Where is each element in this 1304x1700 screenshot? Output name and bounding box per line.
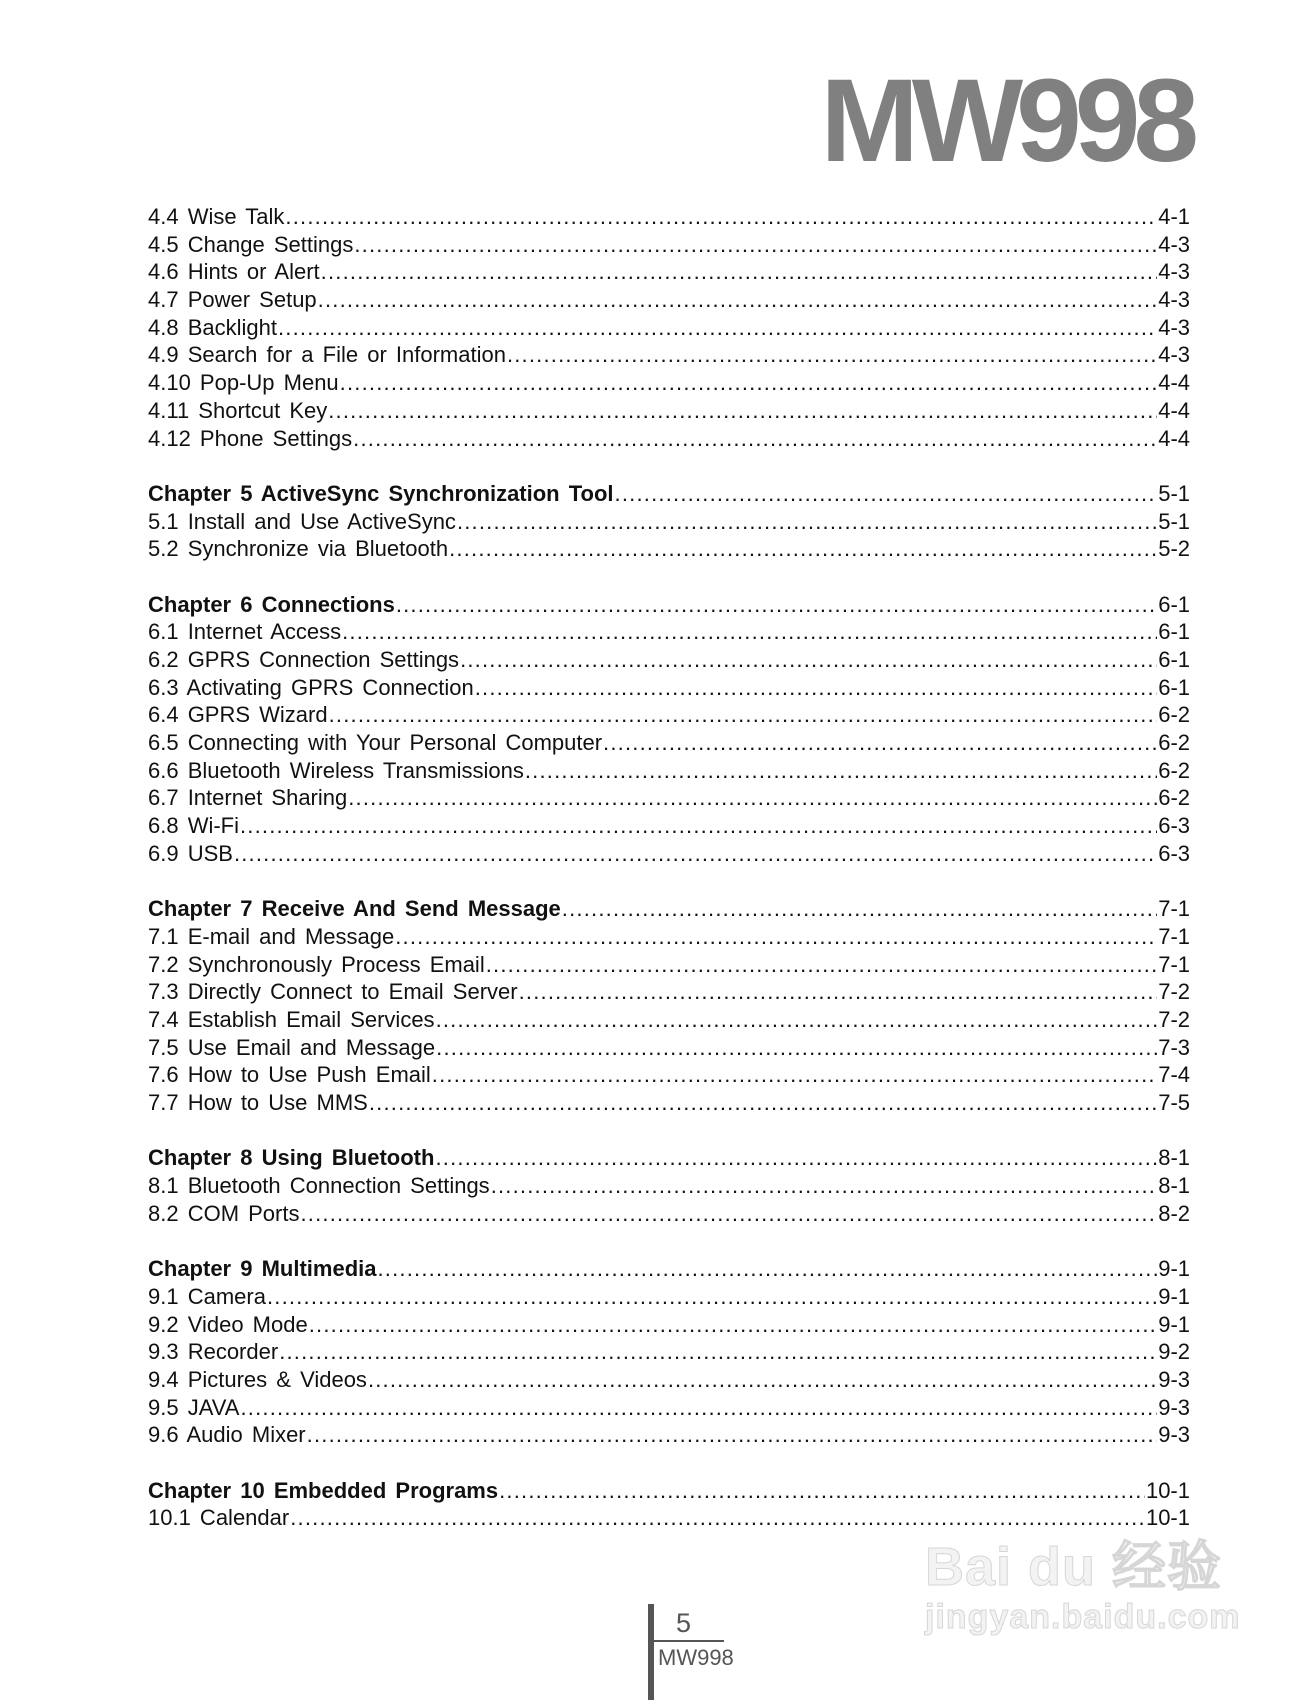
toc-entry-page: 5-1 — [1158, 508, 1190, 534]
toc-entry-page: 4-3 — [1158, 342, 1190, 368]
toc-section-entry[interactable] — [148, 1061, 1190, 1089]
toc-entry-page: 9-1 — [1158, 1283, 1190, 1309]
toc-entry-title: 9.5 JAVA — [148, 1394, 240, 1420]
toc-entry-title: 4.9 Search for a File or Information — [148, 342, 506, 368]
baidu-watermark — [925, 1537, 1241, 1636]
dot-leader — [432, 1061, 1157, 1089]
toc-entry-page: 5-2 — [1158, 536, 1190, 562]
dot-leader — [240, 812, 1157, 840]
toc-entry-page: 7-1 — [1158, 951, 1190, 977]
toc-entry-page: 6-1 — [1158, 591, 1190, 617]
toc-section-entry[interactable] — [148, 397, 1190, 425]
toc-entry-page: 6-3 — [1158, 813, 1190, 839]
toc-entry-title: 4.11 Shortcut Key — [148, 397, 328, 423]
toc-entry-title: Chapter 8 Using Bluetooth — [148, 1145, 435, 1171]
toc-entry-page: 4-3 — [1158, 231, 1190, 257]
toc-entry-title: 7.6 How to Use Push Email — [148, 1062, 431, 1088]
dot-leader — [290, 1504, 1145, 1532]
toc-entry-page: 4-3 — [1158, 287, 1190, 313]
toc-entry-page: 10-1 — [1145, 1477, 1190, 1503]
toc-section-entry[interactable] — [148, 1338, 1190, 1366]
toc-entry-title: 4.4 Wise Talk — [148, 204, 285, 229]
dot-leader — [278, 314, 1157, 342]
dot-leader — [328, 397, 1157, 425]
toc-chapter-entry[interactable] — [148, 895, 1190, 923]
toc-entry-title: 8.1 Bluetooth Connection Settings — [148, 1173, 490, 1199]
toc-entry-title: 9.3 Recorder — [148, 1339, 279, 1365]
toc-entry-page: 6-2 — [1158, 757, 1190, 783]
section-spacer — [148, 563, 1190, 591]
toc-entry-title: 4.6 Hints or Alert — [148, 259, 320, 285]
toc-chapter-entry[interactable] — [148, 1255, 1190, 1283]
footer-vertical-bar — [648, 1604, 654, 1700]
dot-leader — [519, 978, 1158, 1006]
toc-entry-title: 8.2 COM Ports — [148, 1200, 300, 1226]
toc-entry-title: 6.8 Wi-Fi — [148, 813, 239, 839]
dot-leader — [240, 1394, 1157, 1422]
dot-leader — [348, 784, 1157, 812]
toc-section-entry[interactable] — [148, 1200, 1190, 1228]
dot-leader — [279, 1338, 1157, 1366]
toc-entry-title: Chapter 6 Connections — [148, 591, 395, 617]
toc-entry-title: 6.1 Internet Access — [148, 619, 342, 645]
dot-leader — [377, 1255, 1157, 1283]
toc-entry-page: 6-1 — [1158, 674, 1190, 700]
dot-leader — [615, 480, 1158, 508]
dot-leader — [507, 341, 1157, 369]
toc-section-entry[interactable] — [148, 1283, 1190, 1311]
dot-leader — [307, 1421, 1158, 1449]
toc-section-entry[interactable] — [148, 618, 1190, 646]
dot-leader — [396, 591, 1157, 619]
dot-leader — [475, 674, 1157, 702]
toc-entry-title: 6.9 USB — [148, 840, 233, 866]
toc-entry-page: 8-1 — [1158, 1173, 1190, 1199]
toc-section-entry[interactable] — [148, 951, 1190, 979]
toc-section-entry[interactable] — [148, 314, 1190, 342]
toc-entry-title: 4.12 Phone Settings — [148, 425, 353, 451]
toc-entry-page: 4-4 — [1158, 370, 1190, 396]
toc-entry-title: 10.1 Calendar — [148, 1505, 290, 1531]
dot-leader — [354, 231, 1157, 259]
toc-entry-title: 4.5 Change Settings — [148, 231, 354, 257]
dot-leader — [353, 425, 1157, 453]
toc-section-entry[interactable] — [148, 1034, 1190, 1062]
dot-leader — [436, 1006, 1158, 1034]
dot-leader — [300, 1200, 1157, 1228]
dot-leader — [499, 1477, 1145, 1505]
toc-entry-title: 7.3 Directly Connect to Email Server — [148, 979, 518, 1005]
dot-leader — [309, 1311, 1157, 1339]
toc-section-entry[interactable] — [148, 701, 1190, 729]
toc-entry-page: 4-4 — [1158, 397, 1190, 423]
baidu-jingyan-logo-icon: Bai du 经验 — [925, 1537, 1223, 1597]
toc-entry-page: 7-5 — [1158, 1090, 1190, 1115]
toc-entry-title: 7.7 How to Use MMS — [148, 1090, 368, 1115]
toc-entry-title: 6.2 GPRS Connection Settings — [148, 647, 460, 672]
toc-entry-title: 9.2 Video Mode — [148, 1311, 308, 1337]
toc-section-entry[interactable] — [148, 784, 1190, 812]
toc-section-entry[interactable] — [148, 646, 1190, 674]
toc-section-entry[interactable] — [148, 258, 1190, 286]
toc-entry-page: 7-1 — [1158, 923, 1190, 949]
toc-chapter-entry[interactable] — [148, 1477, 1190, 1505]
toc-entry-page: 9-3 — [1158, 1422, 1190, 1448]
footer-model-name: MW998 — [658, 1645, 734, 1670]
toc-section-entry[interactable] — [148, 341, 1190, 369]
toc-entry-page: 4-4 — [1158, 425, 1190, 451]
toc-chapter-entry[interactable] — [148, 1144, 1190, 1172]
toc-section-entry[interactable] — [148, 1394, 1190, 1422]
toc-entry-page: 6-2 — [1158, 702, 1190, 728]
toc-entry-title: 6.3 Activating GPRS Connection — [148, 674, 474, 700]
dot-leader — [342, 618, 1157, 646]
document-title: MW998 — [820, 55, 1192, 187]
toc-entry-title: 4.8 Backlight — [148, 314, 277, 340]
toc-entry-title: 5.2 Synchronize via Bluetooth — [148, 536, 449, 562]
toc-entry-page: 10-1 — [1145, 1505, 1190, 1531]
toc-section-entry[interactable] — [148, 1311, 1190, 1339]
toc-entry-page: 6-1 — [1158, 619, 1190, 645]
toc-section-entry[interactable] — [148, 286, 1190, 314]
toc-entry-title: 7.4 Establish Email Services — [148, 1006, 435, 1032]
toc-chapter-entry[interactable] — [148, 480, 1190, 508]
dot-leader — [321, 258, 1158, 286]
toc-entry-page: 6-2 — [1158, 730, 1190, 756]
toc-section-entry[interactable] — [148, 1366, 1190, 1394]
toc-section-entry[interactable] — [148, 535, 1190, 563]
toc-entry-page: 7-4 — [1158, 1062, 1190, 1088]
dot-leader — [603, 729, 1157, 757]
toc-entry-page: 6-2 — [1158, 785, 1190, 811]
table-of-contents — [148, 203, 1190, 1532]
toc-section-entry[interactable] — [148, 812, 1190, 840]
toc-entry-title: Chapter 7 Receive And Send Message — [148, 896, 561, 922]
dot-leader — [436, 1034, 1157, 1062]
dot-leader — [525, 757, 1157, 785]
watermark-url: jingyan.baidu.com — [925, 1598, 1241, 1636]
dot-leader — [318, 286, 1158, 314]
toc-entry-title: Chapter 9 Multimedia — [148, 1256, 377, 1282]
dot-leader — [369, 1089, 1157, 1117]
toc-chapter-entry[interactable] — [148, 591, 1190, 619]
toc-section-entry[interactable] — [148, 231, 1190, 259]
toc-entry-page: 6-1 — [1158, 647, 1190, 672]
dot-leader — [457, 508, 1157, 536]
dot-leader — [395, 923, 1157, 951]
footer-page-number: 5 — [676, 1608, 692, 1638]
toc-entry-title: 6.4 GPRS Wizard — [148, 702, 328, 728]
toc-entry-title: 6.6 Bluetooth Wireless Transmissions — [148, 757, 524, 783]
dot-leader — [435, 1144, 1157, 1172]
toc-section-entry[interactable] — [148, 757, 1190, 785]
toc-section-entry[interactable] — [148, 729, 1190, 757]
toc-entry-page: 9-3 — [1158, 1394, 1190, 1420]
toc-entry-title: 7.1 E-mail and Message — [148, 923, 395, 949]
toc-section-entry[interactable] — [148, 203, 1190, 231]
footer-divider — [652, 1640, 724, 1642]
toc-entry-page: 4-3 — [1158, 314, 1190, 340]
toc-entry-page: 7-3 — [1158, 1034, 1190, 1060]
toc-entry-page: 9-2 — [1158, 1339, 1190, 1365]
toc-section-entry[interactable] — [148, 1504, 1190, 1532]
toc-entry-title: 5.1 Install and Use ActiveSync — [148, 508, 456, 534]
toc-entry-page: 4-3 — [1158, 259, 1190, 285]
toc-entry-page: 6-3 — [1158, 840, 1190, 866]
toc-entry-title: 4.10 Pop-Up Menu — [148, 370, 339, 396]
toc-section-entry[interactable] — [148, 1172, 1190, 1200]
toc-entry-title: 9.4 Pictures & Videos — [148, 1366, 367, 1392]
section-spacer — [148, 1227, 1190, 1255]
toc-entry-title: 4.7 Power Setup — [148, 287, 317, 313]
toc-entry-title: 7.5 Use Email and Message — [148, 1034, 436, 1060]
toc-entry-page: 8-1 — [1158, 1145, 1190, 1171]
toc-entry-page: 9-3 — [1158, 1366, 1190, 1392]
toc-entry-page: 5-1 — [1158, 480, 1190, 506]
toc-entry-title: 9.6 Audio Mixer — [148, 1422, 306, 1448]
dot-leader — [449, 535, 1157, 563]
dot-leader — [486, 951, 1158, 979]
section-spacer — [148, 1117, 1190, 1145]
dot-leader — [234, 840, 1157, 868]
section-spacer — [148, 868, 1190, 896]
dot-leader — [460, 646, 1157, 674]
toc-entry-title: 7.2 Synchronously Process Email — [148, 951, 485, 977]
section-spacer — [148, 1449, 1190, 1477]
toc-entry-page: 7-2 — [1158, 979, 1190, 1005]
dot-leader — [329, 701, 1158, 729]
dot-leader — [368, 1366, 1157, 1394]
toc-section-entry[interactable] — [148, 425, 1190, 453]
toc-section-entry[interactable] — [148, 840, 1190, 868]
toc-section-entry[interactable] — [148, 674, 1190, 702]
toc-section-entry[interactable] — [148, 923, 1190, 951]
dot-leader — [285, 203, 1157, 231]
toc-entry-page: 4-1 — [1158, 204, 1190, 229]
toc-entry-page: 7-1 — [1158, 896, 1190, 922]
toc-section-entry[interactable] — [148, 978, 1190, 1006]
toc-section-entry[interactable] — [148, 369, 1190, 397]
toc-entry-title: Chapter 5 ActiveSync Synchronization Tool — [148, 480, 614, 506]
toc-section-entry[interactable] — [148, 508, 1190, 536]
toc-entry-page: 9-1 — [1158, 1311, 1190, 1337]
toc-section-entry[interactable] — [148, 1421, 1190, 1449]
toc-entry-page: 8-2 — [1158, 1200, 1190, 1226]
toc-entry-page: 7-2 — [1158, 1006, 1190, 1032]
dot-leader — [491, 1172, 1158, 1200]
toc-entry-page: 9-1 — [1158, 1256, 1190, 1282]
toc-entry-title: Chapter 10 Embedded Programs — [148, 1477, 499, 1503]
toc-entry-title: 6.5 Connecting with Your Personal Computer — [148, 730, 603, 756]
dot-leader — [340, 369, 1158, 397]
dot-leader — [267, 1283, 1157, 1311]
toc-entry-title: 6.7 Internet Sharing — [148, 785, 348, 811]
section-spacer — [148, 452, 1190, 480]
dot-leader — [562, 895, 1157, 923]
toc-section-entry[interactable] — [148, 1089, 1190, 1117]
toc-section-entry[interactable] — [148, 1006, 1190, 1034]
toc-entry-title: 9.1 Camera — [148, 1283, 266, 1309]
